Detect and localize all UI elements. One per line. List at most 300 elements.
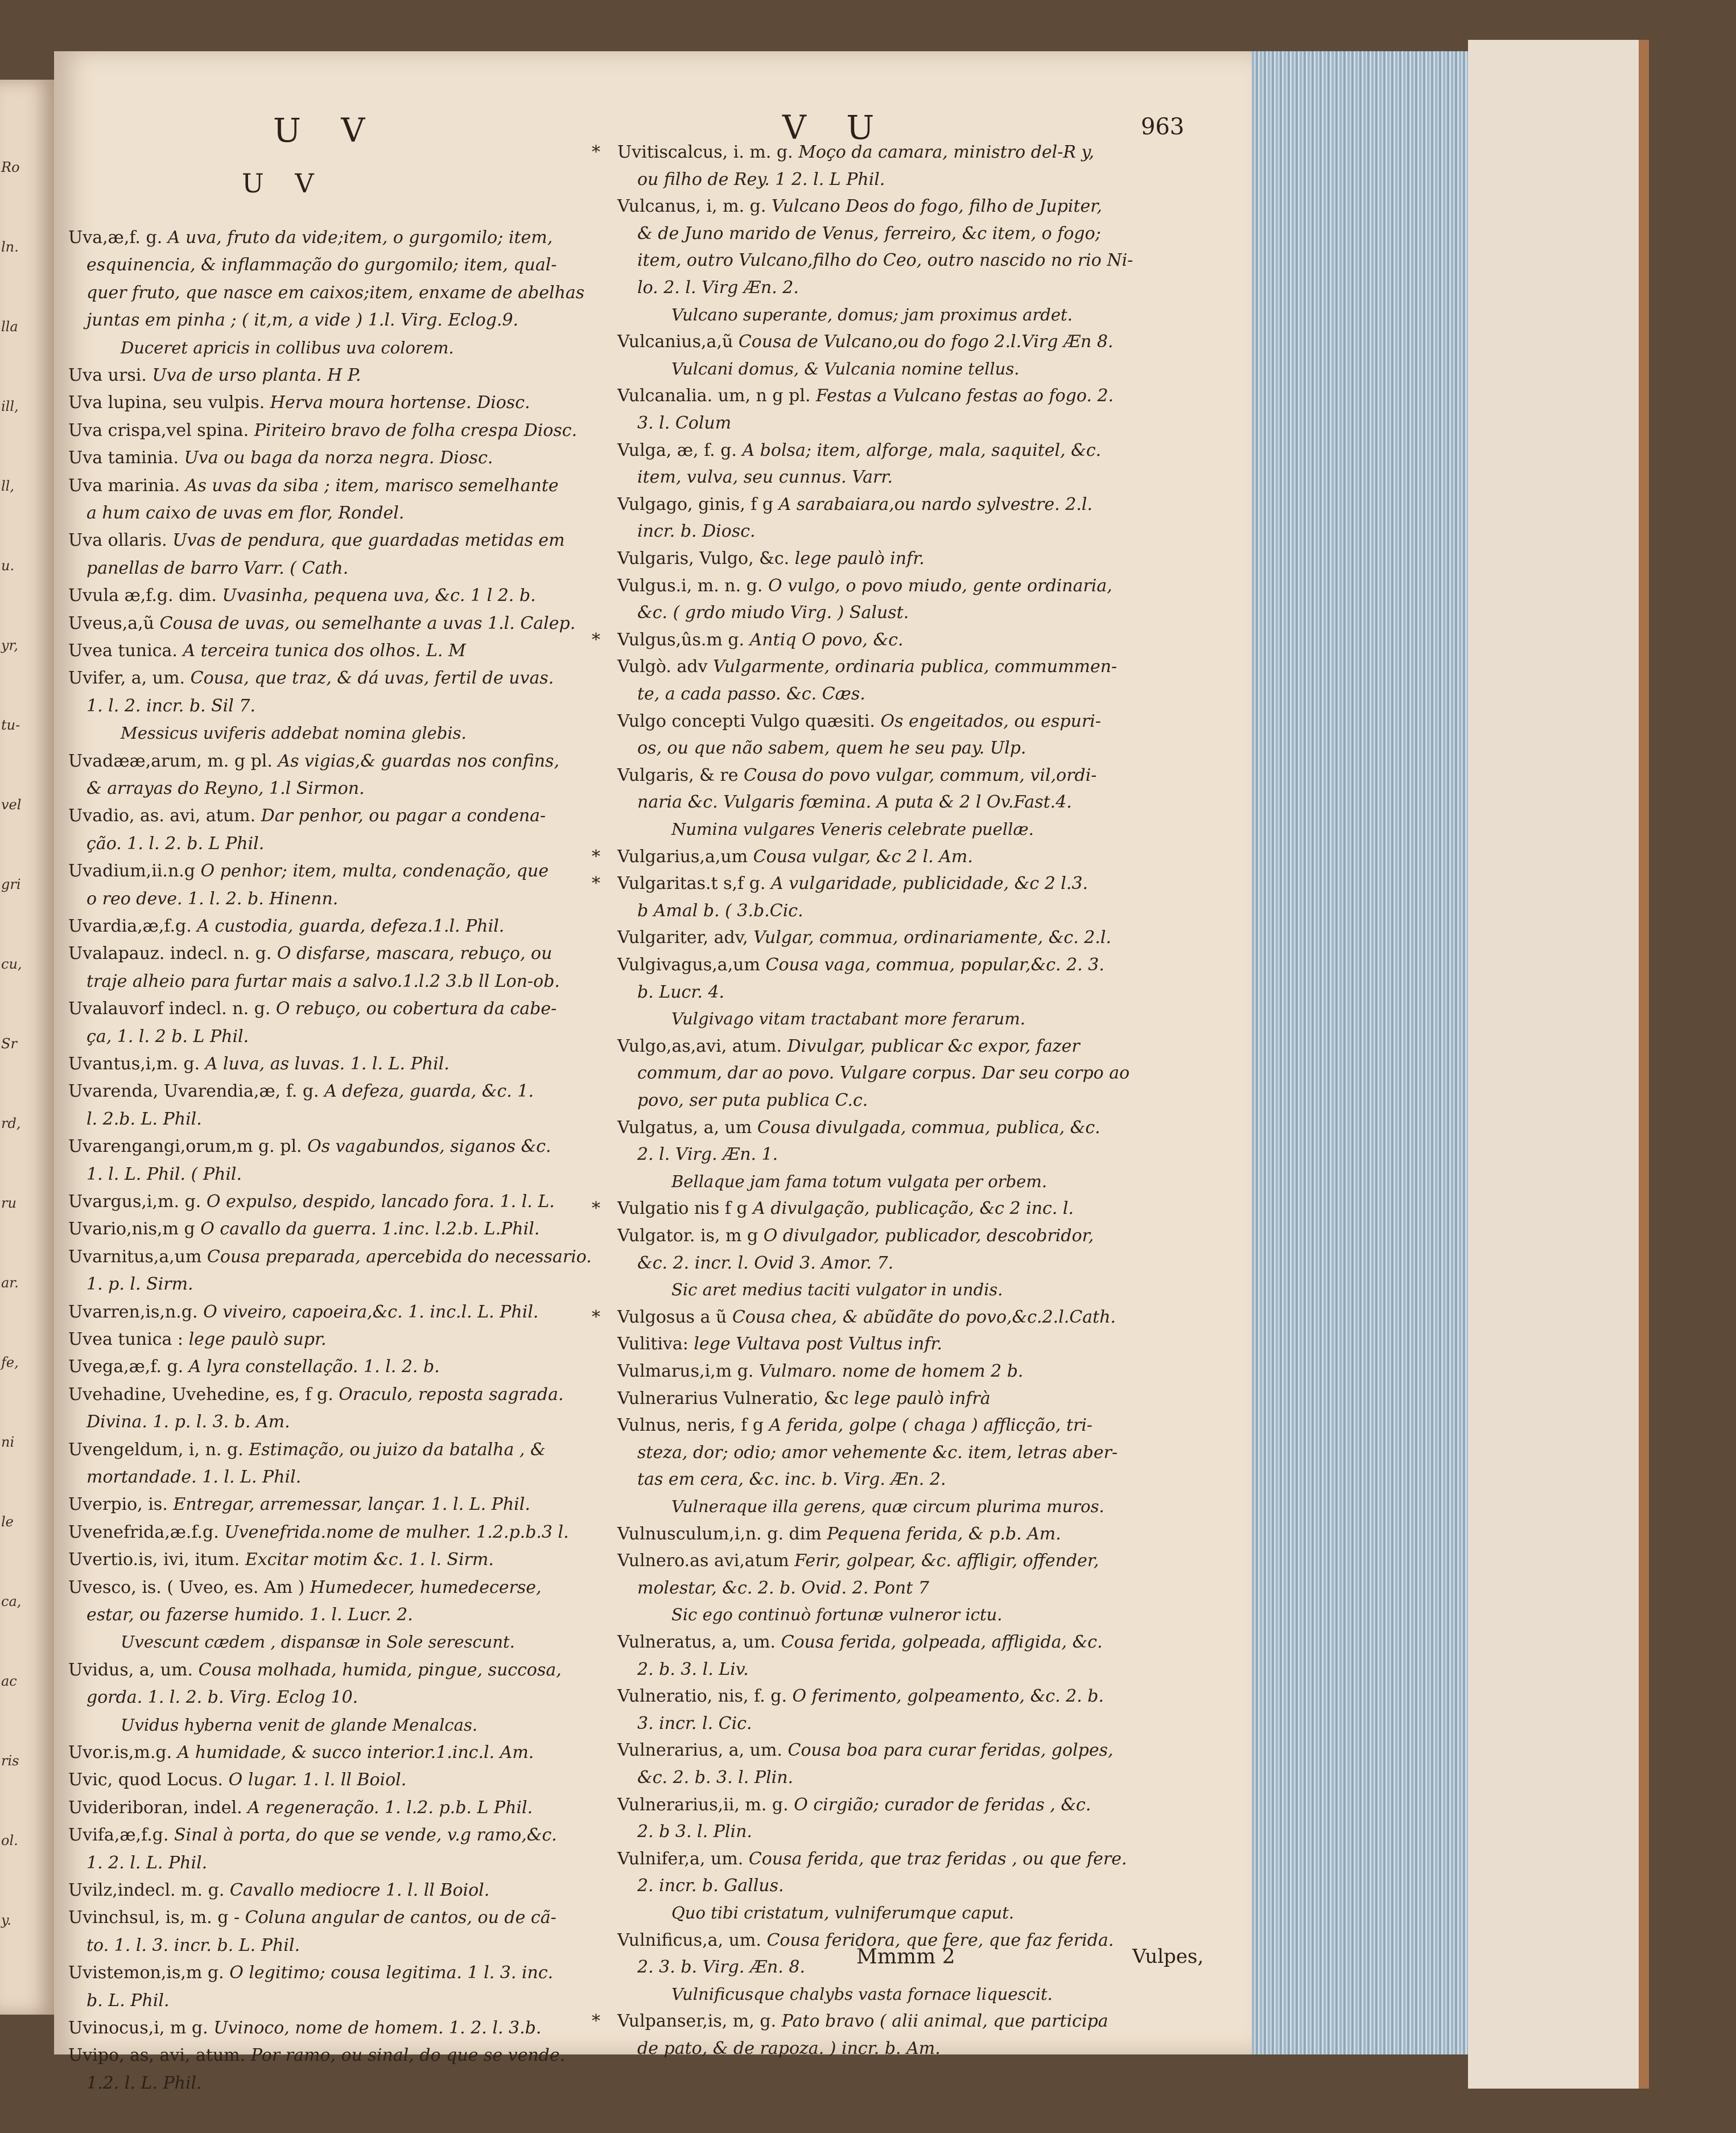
left-margin-fragments (0, 80, 54, 2015)
asterisk-mark: * (592, 846, 600, 867)
lemma: Uva ollaris. (68, 530, 173, 551)
quotation-line: Sic ego continuò fortunæ vulneror ictu. (671, 1605, 1003, 1625)
lemma: Vulgivagus,a,um (617, 955, 766, 975)
lemma: Uva lupina, seu vulpis. (68, 393, 270, 413)
page-edges (1252, 51, 1468, 2054)
dictionary-entry (617, 1524, 1061, 1544)
dictionary-entry (68, 916, 504, 936)
entry-continuation (86, 1687, 358, 1707)
entry-continuation (637, 603, 909, 623)
definition-text: Ferir, golpear, &c. affligir, offender, (794, 1551, 1099, 1571)
lemma: Uvargus,i,m. g. (68, 1192, 207, 1212)
lemma: Uvea tunica : (68, 1329, 189, 1349)
lemma: Vulitiva: (617, 1334, 694, 1354)
dictionary-entry (617, 576, 1112, 596)
definition-text: 1. p. l. Sirm. (86, 1274, 193, 1295)
lemma: Uvifer, a, um. (68, 668, 191, 689)
entry-continuation (637, 2039, 941, 2058)
dictionary-entry (617, 1795, 1091, 1815)
page-number: 963 (1141, 114, 1185, 140)
definition-text: Cousa boa para curar feridas, golpes, (787, 1740, 1114, 1761)
lemma: Vulgaris, Vulgo, &c. (617, 549, 795, 569)
dictionary-entry (68, 1880, 489, 1900)
lemma: Uvideriboran, indel. (68, 1797, 248, 1818)
dictionary-entry (617, 1849, 1127, 1869)
definition-text: A bolsa; item, alforge, mala, saquitel, &c. (742, 440, 1102, 460)
definition-text: &c. 2. b. 3. l. Plin. (637, 1768, 794, 1788)
definition-text: esquinencia, & inflammação do gurgomilo; item, qual- (86, 255, 557, 275)
entry-continuation (637, 1714, 752, 1733)
margin-fragment: ll, (1, 478, 14, 494)
definition-text: Cousa preparada, apercebida do necessario. (207, 1246, 592, 1267)
margin-fragment: vel (1, 797, 22, 813)
lemma: Vulnerarius Vulneratio, &c (617, 1388, 854, 1409)
lemma: Uvarnitus,a,um (68, 1246, 207, 1267)
definition-text: As uvas da siba ; item, marisco semelhante (185, 475, 559, 496)
entry-continuation (637, 1660, 749, 1679)
entry-continuation (637, 413, 731, 433)
definition-text: A custodia, guarda, defeza.1.l. Phil. (197, 916, 505, 936)
quotation-line: Duceret apricis in collibus uva colorem. (121, 337, 454, 357)
definition-text: & de Juno marido de Venus, ferreiro, &c item, o fogo; (637, 223, 1101, 244)
lemma: Uvesco, is. ( Uveo, es. Am ) (68, 1577, 310, 1597)
definition-text: 1. 2. l. L. Phil. (86, 1852, 208, 1873)
entry-continuation (86, 503, 404, 523)
definition-text: 3. incr. l. Cic. (637, 1713, 752, 1733)
definition-text: o reo deve. 1. l. 2. b. Hinenn. (86, 888, 339, 909)
dictionary-entry (68, 944, 552, 963)
lemma: Vulgo concepti Vulgo quæsiti. (617, 711, 881, 731)
lemma: Uvario,nis,m g (68, 1219, 201, 1240)
margin-fragment: le (1, 1514, 14, 1530)
dictionary-entry (68, 421, 577, 440)
entry-continuation (86, 971, 560, 991)
lemma: Uvertio.is, ivi, itum. (68, 1550, 245, 1570)
dictionary-entry (68, 1825, 557, 1845)
lemma: Vulgariter, adv, (617, 928, 754, 948)
lemma: Vulnifer,a, um. (617, 1848, 749, 1869)
definition-text: mortandade. 1. l. L. Phil. (86, 1467, 302, 1487)
lemma: Vulga, æ, f. g. (617, 440, 743, 460)
definition-text: Piriteiro bravo de folha crespa Diosc. (254, 420, 578, 440)
dictionary-entry (68, 668, 554, 688)
dictionary-entry (68, 586, 536, 606)
entry-continuation (637, 792, 1072, 812)
quotation-line: Uvescunt cædem , dispansæ in Sole serescunt. (121, 1632, 515, 1652)
definition-text: &c. ( grdo miudo Virg. ) Salust. (637, 603, 909, 623)
margin-fragment: ol. (1, 1833, 18, 1848)
dictionary-entry (617, 1415, 1092, 1435)
dictionary-entry (68, 806, 546, 826)
entry-continuation (86, 1853, 207, 1873)
dictionary-entry (68, 1219, 539, 1239)
lemma: Uvinocus,i, m g. (68, 2018, 214, 2038)
dictionary-entry (617, 1551, 1099, 1571)
lemma: Uvardia,æ,f.g. (68, 916, 197, 936)
dictionary-entry (617, 928, 1111, 948)
definition-text: to. 1. l. 3. incr. b. L. Phil. (86, 1935, 300, 1955)
entry-continuation (637, 1578, 929, 1598)
definition-text: b. Lucr. 4. (637, 982, 725, 1002)
lemma: Uvalauvorf indecl. n. g. (68, 999, 276, 1019)
definition-text: Pato bravo ( alii animal, que participa (781, 2011, 1108, 2032)
definition-text: Os engeitados, ou espuri- (880, 711, 1101, 731)
definition-text: estar, ou fazerse humido. 1. l. Lucr. 2. (86, 1605, 413, 1625)
definition-text: O cirgião; curador de feridas , &c. (794, 1794, 1091, 1815)
lemma: Uvipo, as, avi, atum. (68, 2045, 251, 2066)
entry-continuation (86, 1467, 301, 1487)
lemma: Uva,æ,f. g. (68, 228, 168, 248)
definition-text: povo, ser puta publica C.c. (637, 1090, 868, 1110)
entry-continuation (86, 310, 518, 330)
definition-text: Uvasinha, pequena uva, &c. 1 l 2. b. (222, 586, 536, 606)
definition-text: A humidade, & succo interior.1.inc.l. Am. (177, 1743, 534, 1763)
dictionary-entry (68, 1081, 534, 1101)
entry-continuation (86, 1164, 242, 1184)
definition-text: Uvas de pendura, que guardadas metidas em (172, 530, 565, 551)
lemma: Uvadium,ii.n.g (68, 861, 201, 882)
dictionary-entry (68, 1385, 564, 1405)
definition-text: Divina. 1. p. l. 3. b. Am. (86, 1412, 290, 1432)
margin-fragment: ln. (1, 239, 19, 255)
dictionary-entry (68, 1494, 530, 1514)
lemma: Vulpanser,is, m, g. (617, 2011, 782, 2032)
definition-text: Uvinoco, nome de homem. 1. 2. l. 3.b. (213, 2018, 542, 2038)
dictionary-entry (68, 2018, 541, 2038)
definition-text: Festas a Vulcano festas ao fogo. 2. (816, 386, 1114, 406)
definition-text: O cavallo da guerra. 1.inc. l.2.b. L.Phil. (200, 1219, 540, 1240)
dictionary-entry (617, 1361, 1023, 1381)
definition-text: traje alheio para furtar mais a salvo.1.l.2 3.b ll Lon-ob. (86, 971, 560, 991)
entry-continuation (637, 224, 1101, 244)
definition-text: Cousa de uvas, ou semelhante a uvas 1.l. Calep. (159, 613, 576, 633)
definition-text: O legitimo; cousa legitima. 1 l. 3. inc. (229, 1963, 554, 1983)
definition-text: incr. b. Diosc. (637, 521, 756, 542)
quotation-line: Vulgivago vitam tractabant more ferarum. (671, 1009, 1026, 1029)
signature-mark: Mmmm 2 (856, 1945, 955, 1969)
definition-text: Sinal à porta, do que se vende, v.g ramo,&c. (174, 1825, 557, 1846)
definition-text: Uva ou baga da norza negra. Diosc. (184, 448, 493, 468)
margin-fragment: y. (1, 1912, 11, 1928)
entry-continuation (637, 982, 724, 1002)
lemma: Vulnusculum,i,n. g. dim (617, 1523, 827, 1544)
definition-text: naria &c. Vulgaris fœmina. A puta & 2 l Ov.Fast.4. (637, 792, 1072, 813)
entry-continuation (86, 1991, 170, 2011)
header-left: U V (273, 111, 380, 150)
definition-text: 1. l. 2. incr. b. Sil 7. (86, 695, 255, 716)
quotation-line: Vulcani domus, & Vulcania nomine tellus. (671, 359, 1020, 378)
definition-text: lege paulò supr. (188, 1329, 327, 1349)
lemma: Vulcanalia. um, n g pl. (617, 386, 817, 406)
definition-text: te, a cada passo. &c. Cæs. (637, 684, 865, 704)
entry-continuation (637, 1063, 1129, 1083)
definition-text: lo. 2. l. Virg Æn. 2. (637, 278, 799, 298)
margin-fragment: fe, (1, 1354, 19, 1370)
lemma: Uvantus,i,m. g. (68, 1054, 205, 1074)
entry-continuation (86, 834, 264, 854)
definition-text: & arrayas do Reyno, 1.l Sirmon. (86, 779, 365, 798)
entry-continuation (637, 1090, 868, 1110)
dictionary-entry (68, 1660, 562, 1680)
definition-text: l. 2.b. L. Phil. (86, 1109, 202, 1129)
dictionary-entry (68, 861, 549, 881)
definition-text: A uva, fruto da vide;item, o gurgomilo; item, (167, 228, 553, 248)
lemma: Uverpio, is. (68, 1494, 174, 1515)
dictionary-entry (68, 393, 530, 413)
header-right: V U (782, 108, 889, 147)
definition-text: Estimação, ou juizo da batalha , & (249, 1439, 546, 1460)
definition-text: ção. 1. l. 2. b. L Phil. (86, 833, 265, 854)
dictionary-entry (617, 1199, 1074, 1218)
entry-continuation (86, 283, 584, 303)
definition-text: Antiq O povo, &c. (749, 629, 904, 650)
lemma: Vulcanus, i, m. g. (617, 196, 772, 217)
entry-continuation (86, 779, 365, 798)
entry-continuation (637, 901, 803, 921)
dictionary-entry (617, 847, 973, 867)
dictionary-entry (617, 1632, 1103, 1652)
entry-continuation (637, 738, 1026, 758)
definition-text: Vulgar, commua, ordinariamente, &c. 2.l. (753, 928, 1112, 948)
definition-text: O disfarse, mascara, rebuço, ou (277, 944, 552, 964)
definition-text: Divulgar, publicar &c expor, fazer (787, 1036, 1080, 1056)
dictionary-entry (68, 999, 556, 1019)
definition-text: Vulcano Deos do fogo, filho de Jupiter, (771, 196, 1102, 217)
lemma: Vulgus.i, m. n. g. (617, 575, 768, 596)
margin-fragment: tu- (1, 717, 20, 733)
asterisk-mark: * (592, 1199, 600, 1219)
lemma: Vulneratio, nis, f. g. (617, 1686, 793, 1707)
lemma: Vulneratus, a, um. (617, 1632, 781, 1652)
lemma: Uvor.is,m.g. (68, 1743, 178, 1763)
definition-text: Herva moura hortense. Diosc. (270, 393, 530, 413)
definition-text: item, vulva, seu cunnus. Varr. (637, 467, 893, 488)
lemma: Vulnus, neris, f g (617, 1415, 769, 1436)
definition-text: Coluna angular de cantos, ou de cã- (245, 1908, 556, 1928)
asterisk-mark: * (592, 629, 600, 650)
lemma: Uvadio, as. avi, atum. (68, 806, 261, 826)
dictionary-entry (68, 751, 559, 771)
dictionary-entry (68, 1302, 538, 1322)
definition-text: Vulgarmente, ordinaria publica, commummen- (713, 657, 1118, 677)
dictionary-entry (68, 1247, 592, 1267)
entry-continuation (86, 1109, 202, 1129)
entry-continuation (637, 1253, 893, 1273)
definition-text: O lugar. 1. l. ll Boiol. (228, 1770, 407, 1790)
lemma: Uva crispa,vel spina. (68, 420, 254, 440)
lemma: Vulgago, ginis, f g (617, 494, 779, 514)
dictionary-entry (68, 1054, 450, 1074)
margin-fragment: rd, (1, 1115, 21, 1131)
definition-text: A sarabaiara,ou nardo sylvestre. 2.l. (778, 494, 1092, 514)
definition-text: 2. b 3. l. Plin. (637, 1822, 752, 1842)
definition-text: O penhor; item, multa, condenação, que (200, 861, 549, 882)
quotation-line: Numina vulgares Veneris celebrate puellæ. (671, 820, 1034, 839)
lemma: Uva ursi. (68, 365, 152, 385)
lemma: Uva marinia. (68, 475, 185, 496)
entry-continuation (637, 1822, 752, 1842)
definition-text: a hum caixo de uvas em flor, Rondel. (86, 503, 405, 523)
quotation-line: Bellaque jam fama totum vulgata per orbem. (671, 1171, 1048, 1191)
lemma: Uvula æ,f.g. dim. (68, 586, 222, 606)
definition-text: item, outro Vulcano,filho do Ceo, outro nascido no rio Ni- (637, 250, 1133, 271)
definition-text: A luva, as luvas. 1. l. L. Phil. (205, 1054, 450, 1074)
definition-text: Cavallo mediocre 1. l. ll Boiol. (229, 1880, 490, 1900)
definition-text: A vulgaridade, publicidade, &c 2 l.3. (771, 874, 1088, 894)
margin-fragment: gri (1, 876, 21, 892)
lemma: Uvadææ,arum, m. g pl. (68, 751, 278, 771)
definition-text: 2. b. 3. l. Liv. (637, 1659, 749, 1679)
dictionary-entry (68, 1578, 542, 1597)
entry-continuation (86, 558, 348, 578)
lemma: Uvidus, a, um. (68, 1660, 199, 1680)
entry-continuation (86, 255, 556, 275)
definition-text: 1. l. L. Phil. ( Phil. (86, 1164, 242, 1184)
definition-text: ça, 1. l. 2 b. L Phil. (86, 1026, 249, 1047)
margin-fragment: yr, (1, 637, 19, 653)
dictionary-entry (617, 332, 1114, 352)
lemma: Vulgò. adv (617, 657, 714, 677)
entry-continuation (637, 250, 1133, 270)
dictionary-entry (68, 1136, 551, 1156)
margin-fragment: ris (1, 1753, 19, 1769)
definition-text: &c. 2. incr. l. Ovid 3. Amor. 7. (637, 1253, 894, 1273)
entry-continuation (637, 170, 885, 190)
entry-continuation (637, 684, 865, 704)
definition-text: gorda. 1. l. 2. b. Virg. Eclog 10. (86, 1687, 358, 1708)
definition-text: Uvenefrida.nome de mulher. 1.2.p.b.3 l. (224, 1522, 569, 1542)
definition-text: Cousa ferida, que traz feridas , ou que fere. (748, 1848, 1127, 1869)
definition-text: de pato, & de rapoza. ) incr. b. Am. (637, 2039, 941, 2058)
dictionary-entry (68, 365, 361, 385)
definition-text: A regeneração. 1. l.2. p.b. L Phil. (248, 1797, 533, 1818)
dictionary-entry (617, 1389, 991, 1409)
lemma: Vulnerarius,ii, m. g. (617, 1794, 794, 1815)
entry-continuation (86, 1605, 413, 1625)
definition-text: As vigias,& guardas nos confins, (278, 751, 559, 771)
quotation-line: Messicus uviferis addebat nomina glebis. (121, 723, 467, 743)
dictionary-entry (68, 448, 493, 468)
lemma: Uvarengangi,orum,m g. pl. (68, 1136, 308, 1157)
definition-text: quer fruto, que nasce em caixos;item, enxame de abelhas (86, 282, 585, 303)
dictionary-entry (617, 440, 1101, 460)
definition-text: tas em cera, &c. inc. b. Virg. Æn. 2. (637, 1469, 946, 1490)
dictionary-entry (617, 386, 1114, 406)
margin-fragment: u. (1, 558, 15, 574)
definition-text: molestar, &c. 2. b. Ovid. 2. Pont 7 (637, 1578, 929, 1598)
lemma: Uvehadine, Uvehedine, es, f g. (68, 1384, 339, 1405)
dictionary-entry (617, 765, 1096, 785)
dictionary-entry (617, 874, 1088, 893)
definition-text: ou filho de Rey. 1 2. l. L Phil. (637, 169, 885, 190)
definition-text: os, ou que não sabem, quem he seu pay. Ulp. (637, 738, 1026, 759)
entry-continuation (86, 889, 338, 909)
lemma: Vulmarus,i,m g. (617, 1361, 759, 1381)
dictionary-entry (68, 1440, 546, 1460)
definition-text: Excitar motim &c. 1. l. Sirm. (245, 1550, 494, 1570)
definition-text: Cousa molhada, humida, pingue, succosa, (198, 1660, 562, 1680)
definition-text: Os vagabundos, siganos &c. (307, 1136, 551, 1157)
dictionary-entry (68, 1192, 555, 1212)
definition-text: A defeza, guarda, &c. 1. (324, 1081, 534, 1102)
dictionary-entry (68, 228, 552, 248)
dictionary-entry (617, 1118, 1100, 1138)
lemma: Vulnificus,a, um. (617, 1930, 767, 1950)
header-left-sub: U V (242, 168, 325, 199)
definition-text: Pequena ferida, & p.b. Am. (827, 1523, 1061, 1544)
definition-text: Cousa vulgar, &c 2 l. Am. (753, 846, 973, 867)
definition-text: A divulgação, publicação, &c 2 inc. l. (753, 1199, 1074, 1219)
lemma: Uvalapauz. indecl. n. g. (68, 944, 277, 964)
lemma: Vulcanius,a,ũ (617, 332, 739, 352)
entry-continuation (637, 1443, 1118, 1463)
definition-text: steza, dor; odio; amor vehemente &c. item, letras aber- (637, 1442, 1118, 1463)
entry-continuation (86, 1274, 193, 1294)
lemma: Uvarenda, Uvarendia,æ, f. g. (68, 1081, 325, 1102)
lemma: Uvitiscalcus, i. m. g. (617, 142, 799, 162)
lemma: Vulgarius,a,um (617, 846, 753, 867)
lemma: Uvenefrida,æ.f.g. (68, 1522, 225, 1542)
lemma: Uvea tunica. (68, 641, 183, 661)
definition-text: Cousa, que traz, & dá uvas, fertil de uvas. (190, 668, 554, 689)
definition-text: Dar penhor, ou pagar a condena- (261, 806, 546, 826)
lemma: Uvinchsul, is, m. g - (68, 1908, 245, 1928)
dictionary-entry (617, 142, 1094, 162)
definition-text: Cousa de Vulcano,ou do fogo 2.l.Virg Æn 8. (738, 332, 1114, 352)
definition-text: 2. incr. b. Gallus. (637, 1876, 784, 1896)
definition-text: Cousa chea, & abũdãte do povo,&c.2.l.Cath. (732, 1307, 1116, 1327)
definition-text: Moço da camara, ministro del-R y, (798, 142, 1095, 162)
asterisk-mark: * (592, 2011, 600, 2032)
definition-text: 2. l. Virg. Æn. 1. (637, 1144, 778, 1165)
definition-text: 1.2. l. L. Phil. (86, 2073, 202, 2093)
lemma: Vulgosus a ũ (617, 1307, 732, 1327)
lemma: Vulgaritas.t s,f g. (617, 874, 771, 894)
dictionary-entry (68, 613, 575, 633)
dictionary-entry (68, 2045, 565, 2065)
definition-text: lege Vultava post Vultus infr. (694, 1334, 943, 1354)
lemma: Uvic, quod Locus. (68, 1770, 229, 1790)
dictionary-entry (617, 955, 1104, 975)
dictionary-entry (68, 530, 565, 550)
entry-continuation (637, 1876, 784, 1896)
definition-text: juntas em pinha ; ( it,m, a vide ) 1.l. Virg. Eclog.9. (86, 310, 519, 331)
asterisk-mark: * (592, 874, 600, 894)
lemma: Uvifa,æ,f.g. (68, 1825, 174, 1846)
lemma: Vulnero.as avi,atum (617, 1551, 795, 1571)
entry-continuation (637, 521, 756, 541)
margin-fragment: ru (1, 1195, 17, 1211)
margin-fragment: ar. (1, 1275, 19, 1291)
definition-text: lege paulò infrà (853, 1388, 991, 1409)
margin-fragment: ill, (1, 398, 19, 414)
dictionary-entry (68, 1743, 534, 1763)
definition-text: O expulso, despido, lancado fora. 1. l. L. (206, 1192, 555, 1212)
definition-text: Oraculo, reposta sagrada. (339, 1384, 564, 1405)
definition-text: Uva de urso planta. H P. (152, 365, 361, 385)
dictionary-entry (617, 657, 1117, 677)
dictionary-entry (617, 495, 1092, 514)
dictionary-entry (617, 1307, 1116, 1327)
entry-continuation (637, 467, 893, 487)
margin-fragment: cu, (1, 956, 22, 972)
dictionary-entry (68, 1522, 569, 1542)
definition-text: Entregar, arremessar, lançar. 1. l. L. Phil. (173, 1494, 530, 1515)
entry-continuation (637, 1144, 778, 1164)
definition-text: Vulmaro. nome de homem 2 b. (758, 1361, 1024, 1381)
definition-text: panellas de barro Varr. ( Cath. (86, 558, 349, 578)
definition-text: lege paulò infr. (794, 549, 925, 569)
